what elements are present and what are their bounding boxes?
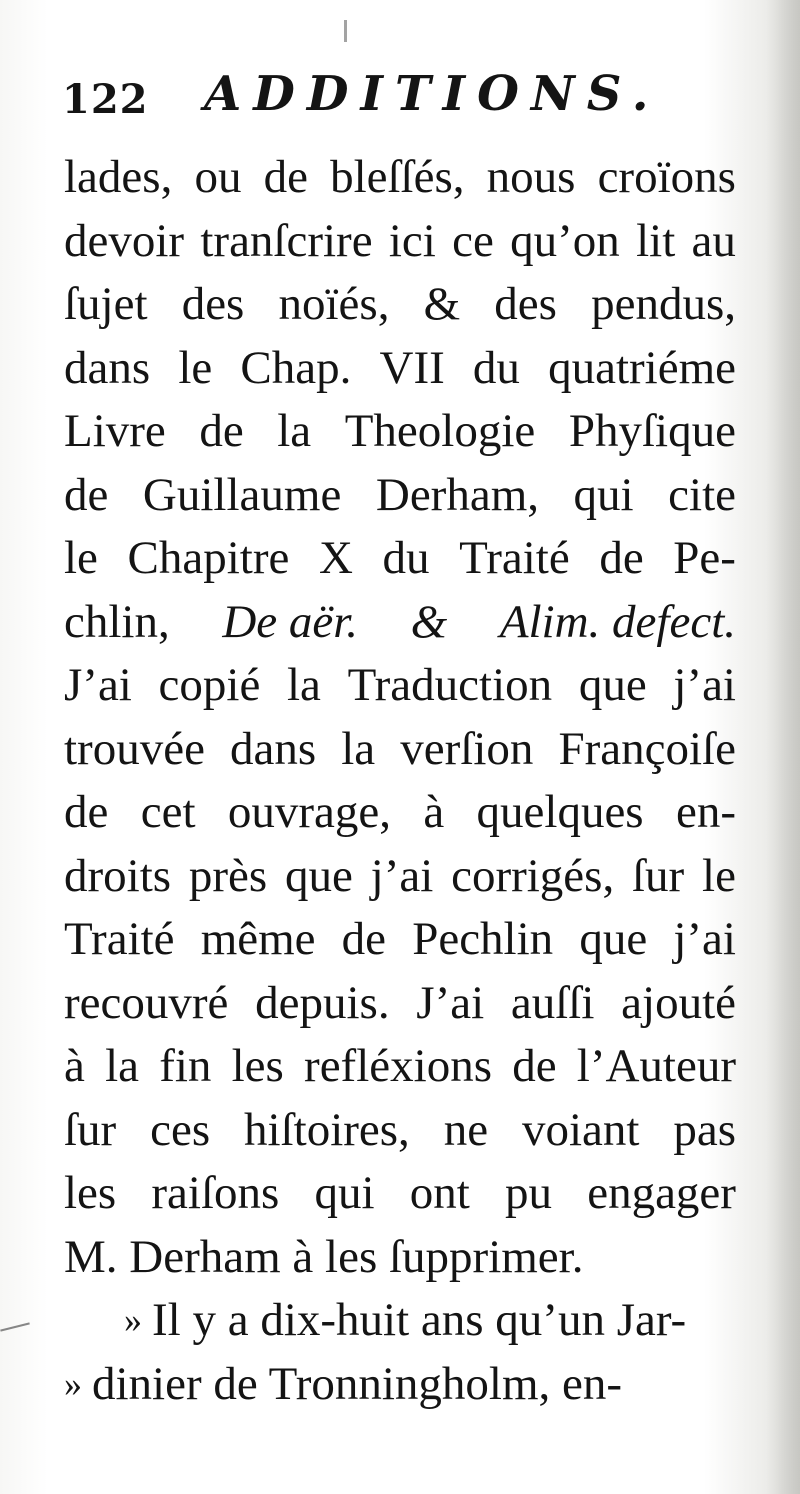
text-line: Traité même de Pechlin que j’ai: [64, 913, 736, 965]
text-line: lades, ou de bleſſés, nous croïons: [64, 151, 736, 203]
text-line: trouvée dans la verſion Françoiſe: [64, 722, 736, 775]
quote-mark: »: [124, 1300, 142, 1340]
text-line: ſujet des noïés, & des pendus,: [64, 278, 736, 330]
text-line: devoir tranſcrire ici ce qu’on lit au: [64, 214, 736, 267]
body-text: [64, 146, 744, 1416]
text-line: à la fin les refléxions de l’Auteur: [64, 1040, 736, 1092]
text-line: de Guillaume Derham, qui cite: [64, 468, 736, 521]
text-line: J’ai copié la Traduction que j’ai: [64, 659, 736, 711]
text-line: recouvré depuis. J’ai auſſi ajouté: [64, 976, 736, 1029]
text-line: les raiſons qui ont pu engager: [64, 1167, 736, 1219]
page-shadow-edge: [766, 0, 800, 1494]
quote-mark: »: [64, 1363, 82, 1404]
quoted-line: » Il y a dix-huit ans qu’un Jar-: [64, 1289, 736, 1353]
latin-title-italic: De aër.: [222, 595, 359, 648]
stray-pencil-mark: [0, 1322, 30, 1331]
page-number: 122: [62, 76, 149, 123]
stray-ink-mark: [344, 20, 347, 42]
latin-title-italic: Alim. defect.: [499, 595, 736, 648]
text-line: droits près que j’ai corrigés, ſur le: [64, 849, 736, 902]
text-line: M. Derham à les ſupprimer.: [64, 1230, 584, 1283]
text-line: ſur ces hiſtoires, ne voiant pas: [64, 1103, 736, 1156]
text-line: le Chapitre X du Traité de Pe-: [64, 532, 736, 584]
page-header: [62, 62, 682, 132]
text-line: de cet ouvrage, à quelques en-: [64, 786, 736, 838]
running-head: ADDITIONS.: [204, 66, 661, 122]
text-line: dans le Chap. VII du quatriéme: [64, 341, 736, 394]
text-line: Livre de la Theologie Phyſique: [64, 405, 736, 457]
quoted-line: » dinier de Tronningholm, en-: [64, 1353, 736, 1417]
text-line: chlin, De aër. & Alim. defect.: [64, 591, 736, 655]
